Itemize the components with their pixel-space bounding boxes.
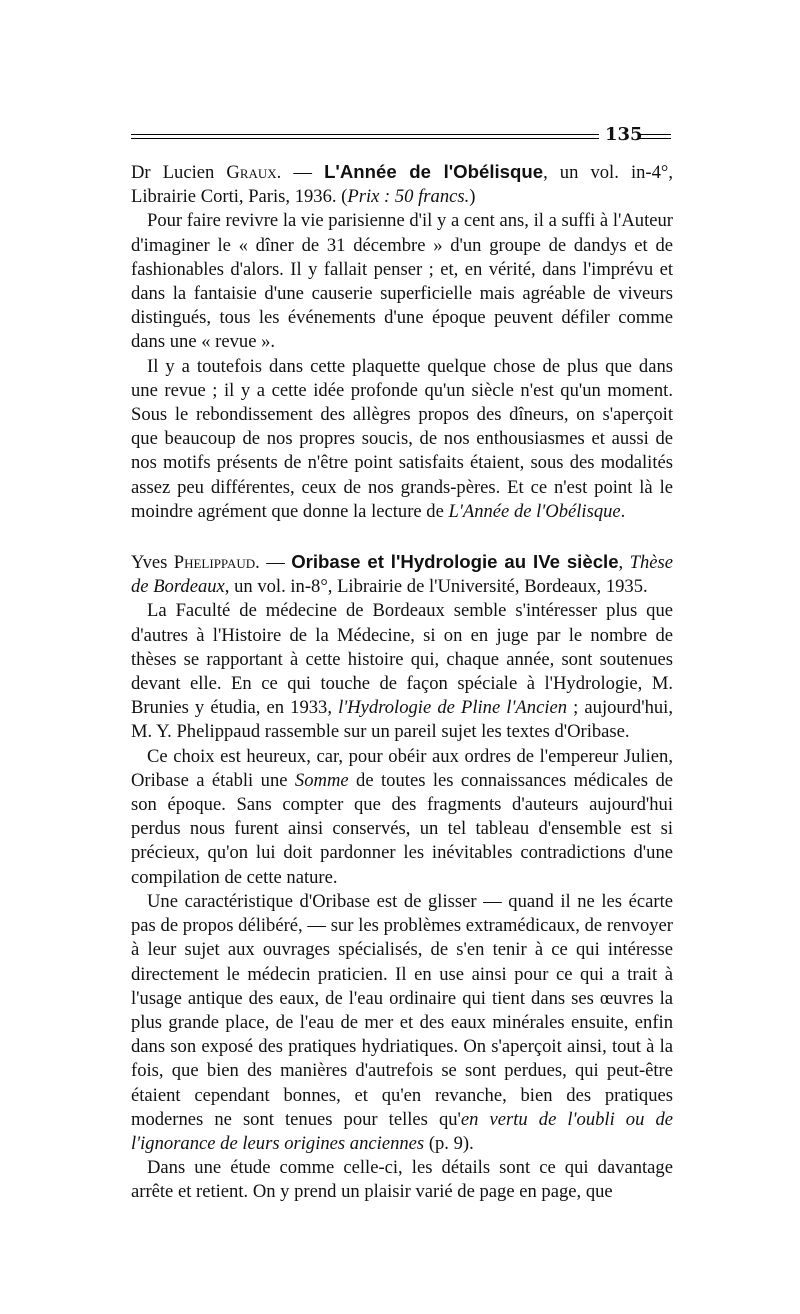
review-paragraph — [131, 209, 673, 354]
paragraph-text-end: de toutes les connaissances médicales de son époque. Sans compter que des fragments d'auteurs aujourd'hui perdus nous furent ainsi conservés, un tel tableau d'ensemble est si précieux, qu'on lui doit pardonner les inévitables contradictions d'une compilation de cette nature. — [131, 769, 673, 888]
page-header — [131, 126, 671, 152]
paragraph-text: Une caractéristique d'Oribase est de glisser — quand il ne les écarte pas de propos délibéré, — sur les problèmes extramédicaux, de renvoyer à leur sujet aux ouvrages spécialisés, de s'en tenir à ce qui intéresse directement le médecin praticien. Il en use ainsi pour ce qui a trait à l'usage antique des eaux, de l'eau ordinaire qui tient dans ses œuvres la plus grande place, de l'eau de mer et des eaux minérales ensuite, enfin dans son exposé des pratiques hydriatiques. On s'aperçoit ainsi, tout à la fois, que bien des manières d'autrefois se sont perdues, qui peut-être étaient cependant bonnes, et qu'en revanche, bien des pratiques modernes ne sont tenues pour telles qu' — [131, 890, 673, 1130]
page-body — [131, 160, 673, 1205]
paragraph-text-end: ; aujourd'hui, M. Y. Phelippaud rassemble sur un pareil sujet les textes d'Oribase. — [131, 697, 673, 743]
review-paragraph — [131, 890, 673, 1156]
paragraph-italic: en vertu de l'oubli ou de l'ignorance de leurs origines anciennes — [131, 1108, 673, 1154]
page-number: 135 — [605, 124, 643, 145]
heading-dash: . — — [276, 162, 325, 183]
book-price: Prix : 50 francs. — [347, 186, 470, 208]
author-prefix: Yves — [131, 552, 174, 574]
paragraph-text-end: (p. 9). — [424, 1132, 474, 1154]
book-title: L'Année de l'Obélisque — [324, 161, 544, 182]
paragraph-text: Il y a toutefois dans cette plaquette quelque chose de plus que dans une revue ; il y a cette idée profonde qu'un siècle n'est qu'un moment. Sous le rebondissement des allègres propos des dîneurs, on s'aperçoit que beaucoup de nos propres soucis, de nos enthousiasmes et aussi de nos motifs présents de n'être point satisfaits étaient, sous des modalités assez peu différentes, ceux de nos grands-pères. Et ce n'est point là le moindre agrément que donne la lecture de — [131, 355, 673, 522]
paragraph-text: Ce choix est heureux, car, pour obéir aux ordres de l'empereur Julien, Oribase a établi une — [131, 745, 673, 791]
header-rule — [131, 134, 599, 135]
book-details: , un vol. in-8°, Librairie de l'Université, Bordeaux, 1935. — [224, 576, 648, 598]
review-paragraph — [131, 355, 673, 524]
author-prefix: Dr Lucien — [131, 162, 227, 183]
author-surname: Graux — [226, 162, 277, 183]
heading-dash: . — — [255, 552, 292, 574]
review-paragraph — [131, 745, 673, 890]
author-surname: Phelippaud — [173, 552, 256, 574]
paragraph-text-end: . — [620, 500, 626, 522]
paragraph-text: La Faculté de médecine de Bordeaux semble s'intéresser plus que d'autres à l'Histoire de la Médecine, si on en juge par le nombre de thèses se rapportant à cette histoire qui, chaque année, sont soutenues devant elle. En ce qui touche de façon spéciale à l'Hydrologie, M. Brunies y étudia, en 1933, — [131, 600, 673, 719]
review-paragraph — [131, 599, 673, 744]
book-details-end: ) — [469, 186, 476, 208]
entry-heading — [131, 160, 673, 209]
paragraph-italic: l'Hydrologie de Pline l'Ancien — [338, 697, 568, 719]
paragraph-italic: Somme — [294, 769, 349, 791]
header-rule — [639, 134, 671, 135]
paragraph-italic: L'Année de l'Obélisque — [448, 500, 621, 522]
book-details: , un vol. in-4°, Librairie Corti, Paris, 1936. ( — [131, 162, 673, 208]
paragraph-text: Pour faire revivre la vie parisienne d'il y a cent ans, il a suffi à l'Auteur d'imaginer le « dîner de 31 décembre » d'un groupe de dandys et de fashionables d'alors. Il y fallait penser ; et, en vérité, dans l'imprévu et dans la fantaisie d'une causerie superficielle mais agréable de viveurs distingués, tous les événements d'une époque peuvent défiler comme dans une « revue ». — [131, 210, 673, 353]
header-rule — [639, 138, 671, 139]
paragraph-text: Dans une étude comme celle-ci, les détails sont ce qui davantage arrête et retient. On y prend un plaisir varié de page en page, que — [131, 1157, 673, 1203]
entry-heading: Yves Phelippaud. — Oribase et l'Hydrologie au IVe siècle, Thèse de Bordeaux, un vol. in-8°, Librairie de l'Université, Bordeaux, 1935. — [131, 551, 673, 598]
book-title: Oribase et l'Hydrologie au IVe siècle — [291, 551, 619, 573]
entry-separator — [131, 524, 673, 550]
book-details-italic: Thèse de Bordeaux — [131, 552, 673, 598]
review-paragraph — [131, 1156, 673, 1204]
header-rule — [131, 138, 599, 139]
